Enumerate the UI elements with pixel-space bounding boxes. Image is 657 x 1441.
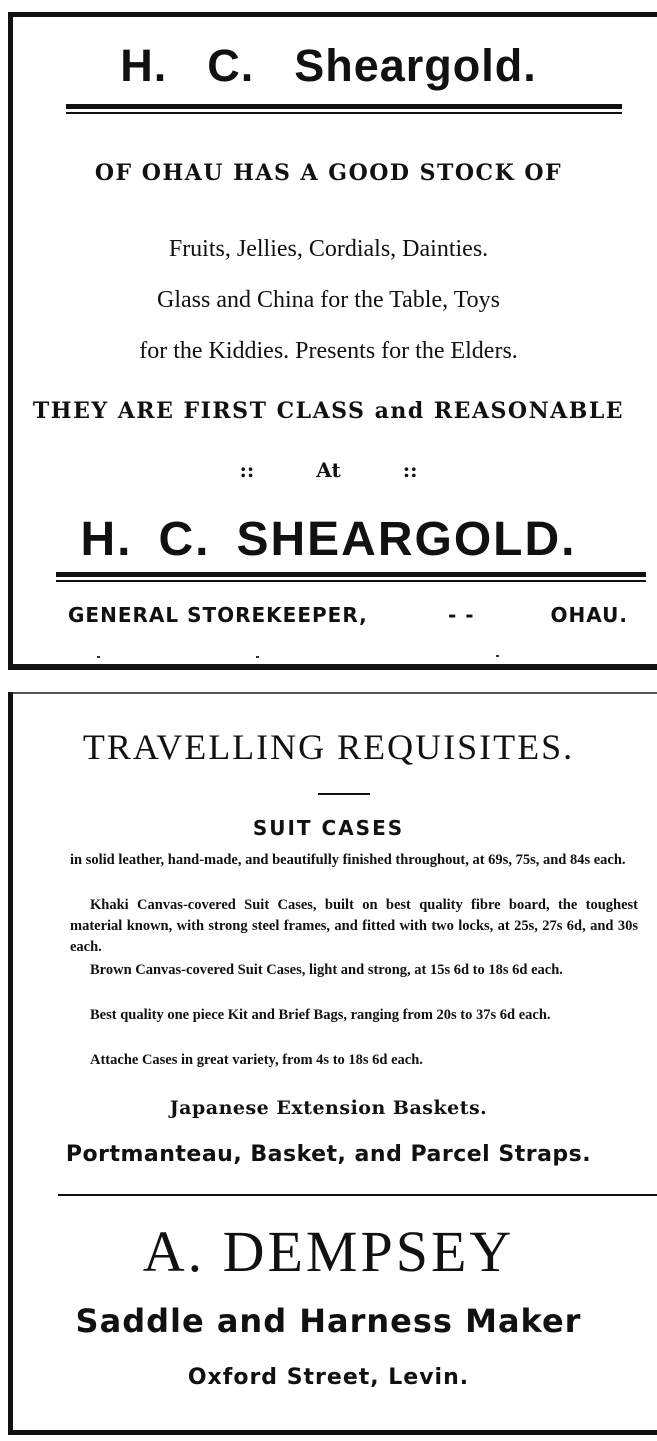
bottom-rule-thin	[56, 580, 646, 582]
paragraph-leather: in solid leather, hand-made, and beautifully finished throughout, at 69s, 75s, and 84s each.	[70, 852, 626, 868]
travelling-title: TRAVELLING REQUISITES.	[82, 727, 575, 767]
paragraph-khaki: Khaki Canvas-covered Suit Cases, built on best quality fibre board, the toughest material known, with strong steel frames, and fitted with two locks, at 25s, 27s 6d, and 30s each.	[70, 897, 638, 955]
ad-border-top	[8, 12, 657, 17]
quality-line: THEY ARE FIRST CLASS and REASONABLE	[32, 398, 625, 424]
paragraph-brown: Brown Canvas-covered Suit Cases, light and strong, at 15s 6d to 18s 6d each.	[90, 962, 563, 978]
ad-border-bottom	[8, 1430, 657, 1435]
heading-rule-thin	[66, 112, 622, 114]
stock-line: OF OHAU HAS A GOOD STOCK OF	[94, 160, 563, 186]
print-speck	[256, 656, 259, 658]
goods-line-2: Glass and China for the Table, Toys	[156, 287, 501, 313]
address-line: Oxford Street, Levin.	[187, 1365, 470, 1390]
sheargold-heading: H. C. Sheargold.	[120, 40, 537, 91]
trade-line: Saddle and Harness Maker	[75, 1302, 582, 1340]
section-divider	[58, 1194, 657, 1196]
baskets-line: Japanese Extension Baskets.	[169, 1097, 488, 1119]
heading-rule-thick	[66, 104, 622, 109]
storekeeper-line: GENERAL STOREKEEPER, - - OHAU.	[68, 603, 628, 627]
goods-line-3: for the Kiddies. Presents for the Elders.	[139, 338, 518, 364]
print-speck	[496, 655, 499, 657]
goods-line-1: Fruits, Jellies, Cordials, Dainties.	[168, 236, 489, 262]
bottom-rule-thick	[56, 572, 646, 577]
sheargold-bottom-heading: H. C. SHEARGOLD.	[80, 513, 577, 566]
paragraph-attache: Attache Cases in great variety, from 4s to 18s 6d each.	[90, 1052, 423, 1068]
dempsey-heading: A. DEMPSEY	[142, 1219, 515, 1284]
straps-line: Portmanteau, Basket, and Parcel Straps.	[65, 1142, 592, 1167]
print-speck	[97, 656, 100, 658]
ad-border-bottom	[8, 664, 657, 670]
title-short-rule	[318, 793, 370, 795]
suit-cases-heading: SUIT CASES	[252, 816, 405, 840]
paragraph-kit-bags: Best quality one piece Kit and Brief Bags, ranging from 20s to 37s 6d each.	[90, 1007, 551, 1023]
at-line: :: At ::	[239, 458, 418, 482]
ad-border-top	[8, 692, 657, 694]
